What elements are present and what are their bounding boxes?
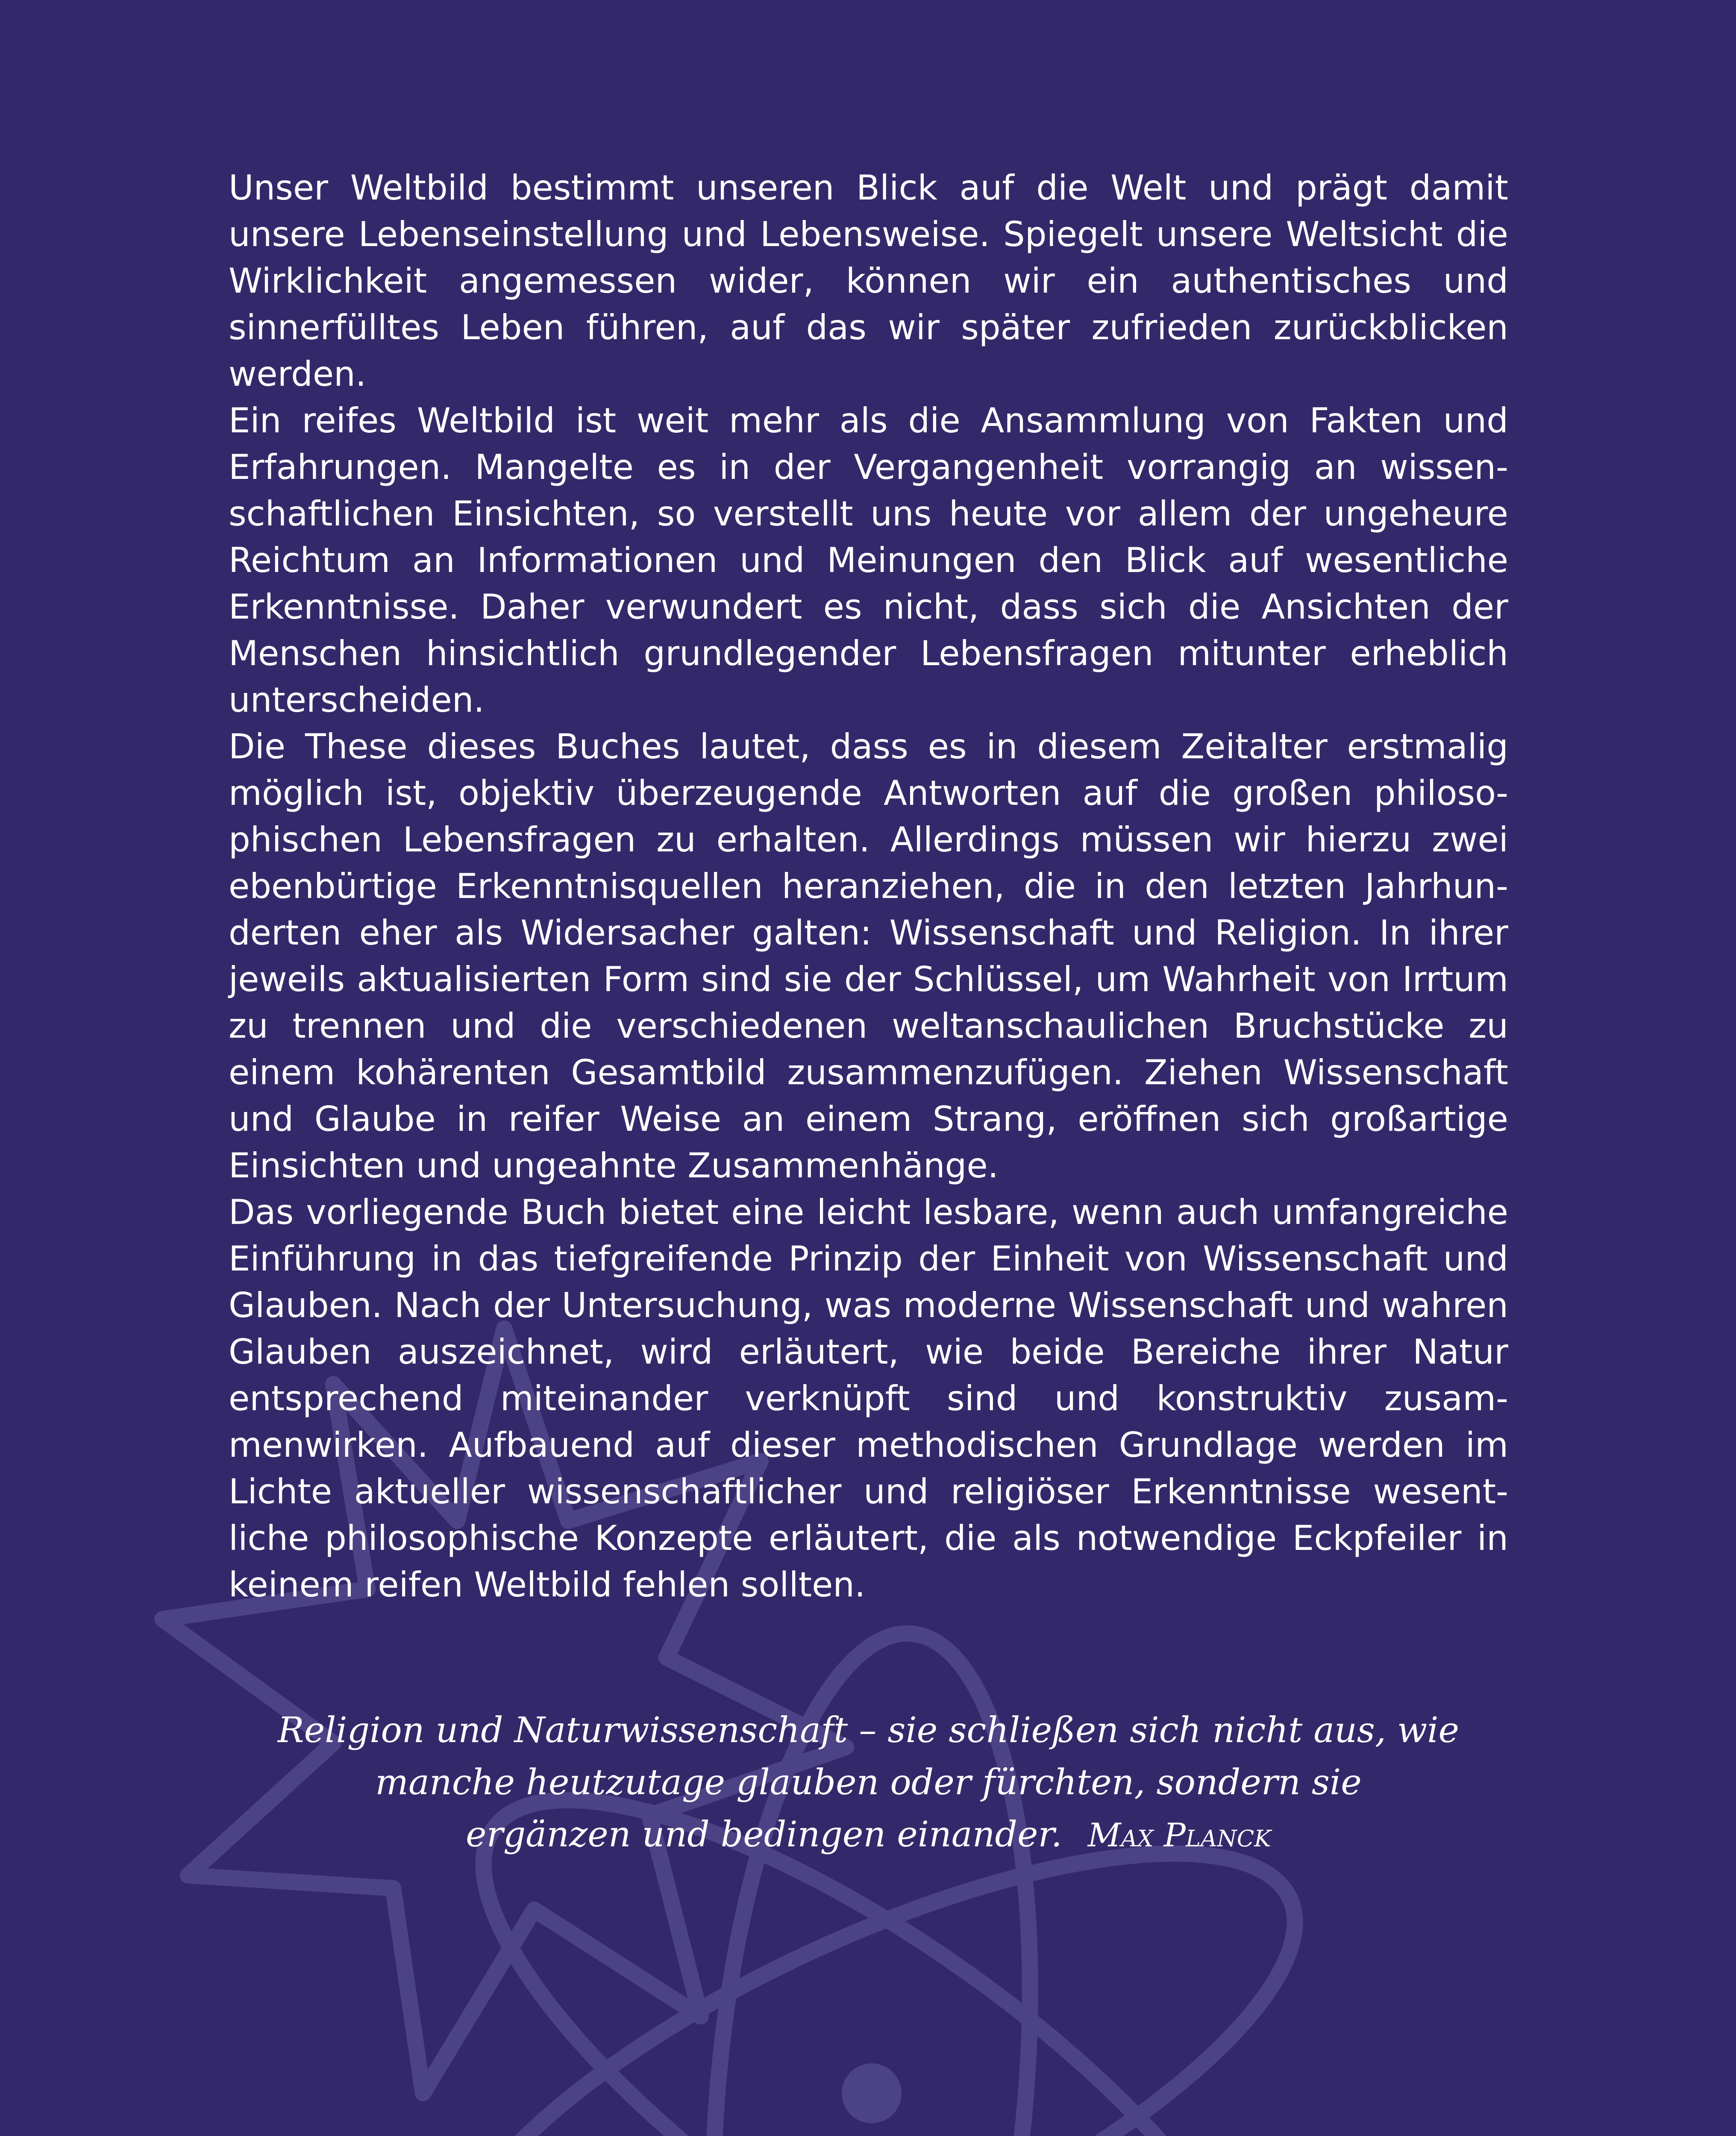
atom-nucleus: [842, 2063, 902, 2123]
blurb-paragraph-2: Ein reifes Weltbild ist weit mehr als die Ansammlung von Fakten und Erfahrungen. Mangelte es in der Vergangenheit vorrangig an wissenschaftlichen Einsichten, so verstellt uns heute vor allem der ungeheure Reichtum an Informationen und Meinungen den Blick auf wesentliche Erkenntnisse. Daher verwundert es nicht, dass sich die Ansichten der Menschen hinsichtlich grundlegender Lebensfragen mitunter erheblich unterscheiden.: [229, 401, 1508, 720]
quote-line-1: Religion und Naturwissenschaft – sie schließen sich nicht aus, wie: [277, 1710, 1460, 1751]
quote-line-3-text: ergänzen und bedingen einander.: [466, 1814, 1062, 1855]
back-cover-blurb: [229, 164, 1508, 1608]
blurb-paragraph-3: Die These dieses Buches lautet, dass es in diesem Zeitalter erstmalig möglich ist, objektiv überzeugende Antworten auf die großen philosophischen Lebensfragen zu erhalten. Allerdings müssen wir hierzu zwei ebenbürtige Erkenntnisquellen heranziehen, die in den letzten Jahrhunderten eher als Widersacher galten: Wissenschaft und Religion. In ihrer jeweils aktualisierten Form sind sie der Schlüssel, um Wahrheit von Irrtum zu trennen und die verschiedenen weltanschaulichen Bruchstücke zu einem kohärenten Gesamtbild zusammenzufügen. Ziehen Wissenschaft und Glaube in reifer Weise an einem Strang, eröffnen sich großartige Einsichten und ungeahnte Zusammenhänge.: [229, 727, 1508, 1185]
quote-line-3: [256, 1809, 1480, 1861]
max-planck-quote: [256, 1705, 1480, 1861]
atom-orbits: [388, 1620, 1355, 2136]
quote-line-2: manche heutzutage glauben oder fürchten, sondern sie: [375, 1762, 1362, 1803]
blurb-paragraph-1: Unser Weltbild bestimmt unseren Blick auf die Welt und prägt damit unsere Lebenseinstellung und Lebensweise. Spiegelt unsere Weltsicht die Wirklichkeit angemessen wider, können wir ein authentisches und sinnerfülltes Leben führen, auf das wir später zufrieden zurückblicken werden.: [229, 168, 1508, 394]
quote-author: Max Planck: [1087, 1816, 1271, 1854]
blurb-paragraph-4: Das vorliegende Buch bietet eine leicht lesbare, wenn auch umfangreiche Einführung in das tiefgreifende Prinzip der Einheit von Wissenschaft und Glauben. Nach der Untersuchung, was moderne Wissenschaft und wahren Glauben auszeichnet, wird erläutert, wie beide Bereiche ihrer Natur entsprechend miteinander verknüpft sind und konstruktiv zusammenwirken. Aufbauend auf dieser methodischen Grundlage werden im Lichte aktueller wissenschaftlicher und religiöser Erkenntnisse wesentliche philosophische Konzepte erläutert, die als notwendige Eckpfeiler in keinem reifen Weltbild fehlen sollten.: [229, 1192, 1508, 1605]
